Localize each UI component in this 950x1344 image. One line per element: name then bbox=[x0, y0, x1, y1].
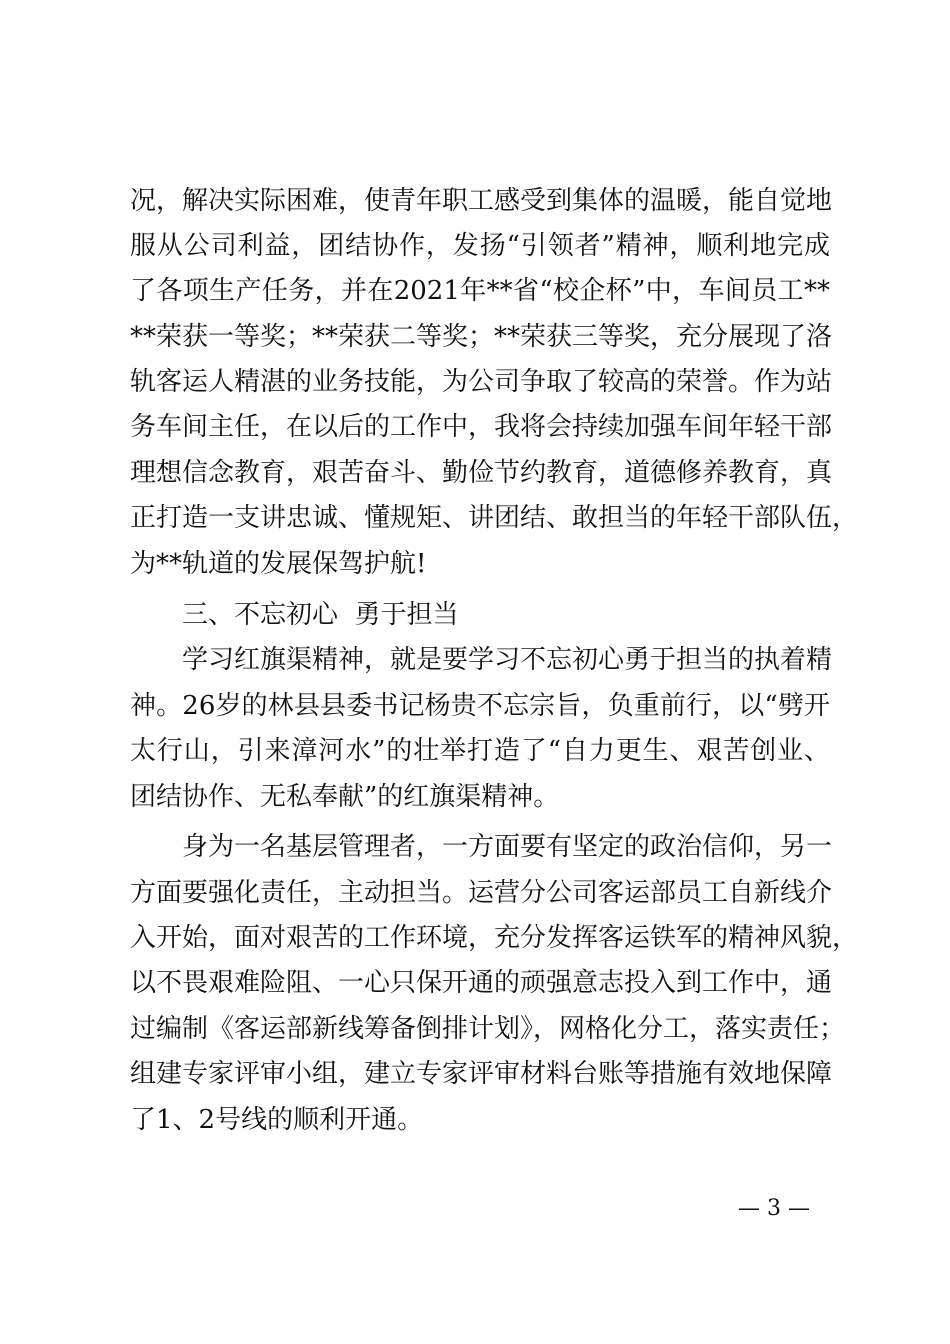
text-line: **荣获一等奖；**荣获二等奖；**荣获三等奖，充分展现了洛 bbox=[130, 322, 833, 352]
text-line: 太行山，引来漳河水”的壮举打造了“自力更生、艰苦创业、 bbox=[130, 736, 830, 766]
text-line: 务车间主任，在以后的工作中，我将会持续加强车间年轻干部 bbox=[130, 412, 833, 442]
text-line: 轨客运人精湛的业务技能，为公司争取了较高的荣誉。作为站 bbox=[130, 367, 833, 397]
text-line: 过编制《客运部新线筹备倒排计划》，网格化分工，落实责任； bbox=[130, 1014, 846, 1044]
text-line: 团结协作、无私奉献”的红旗渠精神。 bbox=[130, 782, 560, 812]
text-line: 学习红旗渠精神，就是要学习不忘初心勇于担当的执着精 bbox=[182, 645, 833, 675]
text-line: 入开始，面对艰苦的工作环境，充分发挥客运铁军的精神风貌， bbox=[130, 923, 859, 953]
text-line: 服从公司利益，团结协作，发扬“引领者”精神，顺利地完成 bbox=[130, 231, 830, 261]
page-number: — 3 — bbox=[738, 1196, 810, 1221]
text-line: 理想信念教育，艰苦奋斗、勤俭节约教育，道德修养教育，真 bbox=[130, 458, 833, 488]
text-line: 组建专家评审小组，建立专家评审材料台账等措施有效地保障 bbox=[130, 1059, 833, 1089]
text-line: 了1、2号线的顺利开通。 bbox=[130, 1105, 424, 1135]
text-line: 为**轨道的发展保驾护航! bbox=[130, 549, 427, 579]
text-line: 神。26岁的林县县委书记杨贵不忘宗旨，负重前行，以“劈开 bbox=[130, 691, 830, 721]
text-line: 正打造一支讲忠诚、懂规矩、讲团结、敢担当的年轻干部队伍， bbox=[130, 503, 859, 533]
section-heading: 三、不忘初心 勇于担当 bbox=[182, 600, 459, 630]
text-line: 况，解决实际困难，使青年职工感受到集体的温暖，能自觉地 bbox=[130, 186, 833, 216]
text-line: 身为一名基层管理者，一方面要有坚定的政治信仰，另一 bbox=[182, 832, 833, 862]
text-line: 了各项生产任务，并在2021年**省“校企杯”中，车间员工** bbox=[130, 276, 830, 306]
text-line: 方面要强化责任，主动担当。运营分公司客运部员工自新线介 bbox=[130, 878, 833, 908]
text-line: 以不畏艰难险阻、一心只保开通的顽强意志投入到工作中，通 bbox=[130, 968, 833, 998]
